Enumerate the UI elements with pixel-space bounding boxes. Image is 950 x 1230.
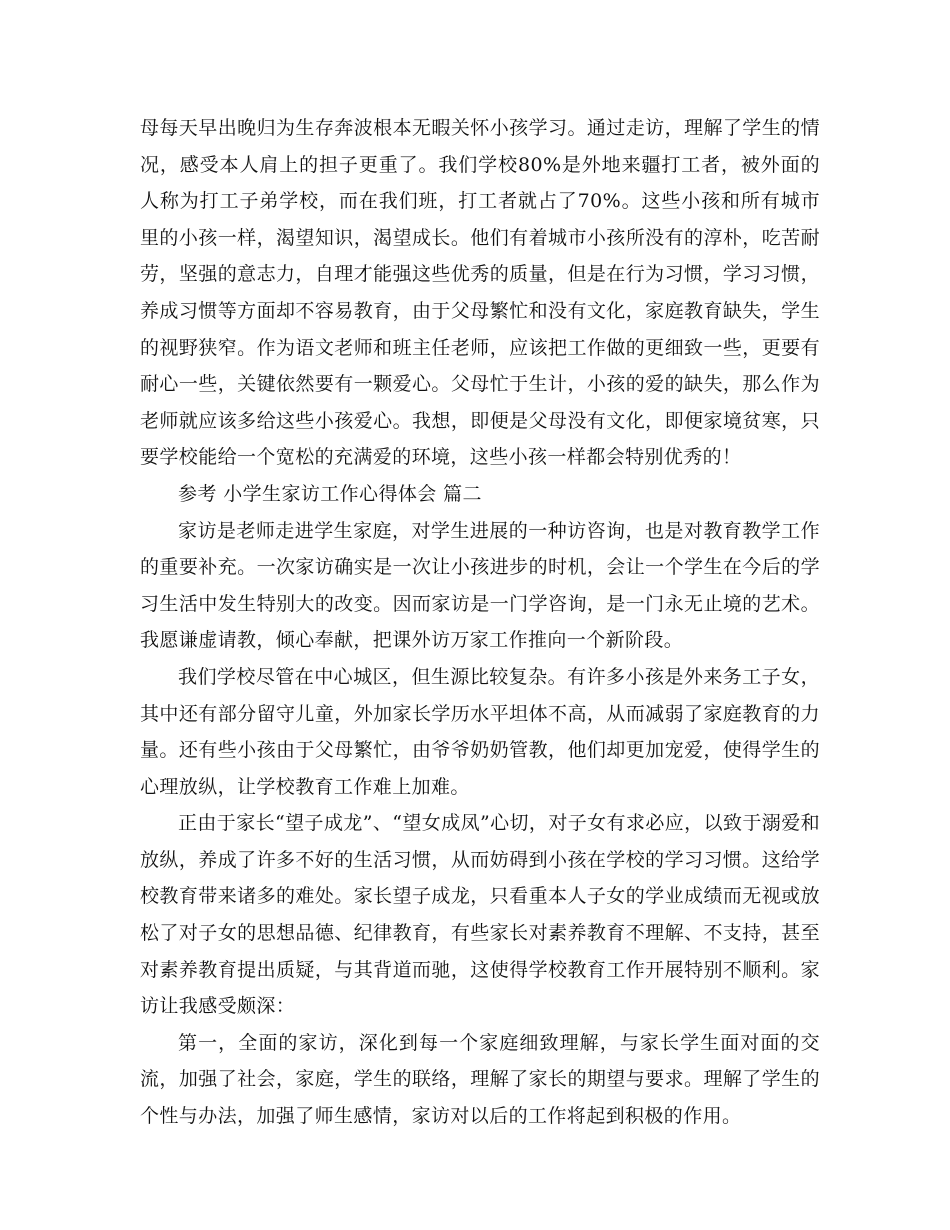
section-heading: 参考 小学生家访工作心得体会 篇二 — [178, 482, 482, 505]
paragraph: 我们学校尽管在中心城区，但生源比较复杂。有许多小孩是外来务工子女，其中还有部分留守儿童，外加家长学历水平坦体不高，从而减弱了家庭教育的力量。还有些小孩由于父母繁忙，由爷爷奶奶管教，他们却更加宠爱，使得学生的心理放纵，让学校教育工作难上加难。 — [140, 665, 820, 798]
paragraph: 家访是老师走进学生家庭，对学生进展的一种访咨询，也是对教育教学工作的重要补充。一次家访确实是一次让小孩进步的时机，会让一个学生在今后的学习生活中发生特别大的改变。因而家访是一门学咨询，是一门永无止境的艺术。我愿谦虚请教，倾心奉献，把课外访万家工作推向一个新阶段。 — [140, 519, 820, 652]
document-body — [140, 110, 820, 1135]
paragraph: 正由于家长“望子成龙”、“望女成凤”心切，对子女有求必应，以致于溺爱和放纵，养成了许多不好的生活习惯，从而妨碍到小孩在学校的学习习惯。这给学校教育带来诸多的难处。家长望子成龙，只看重本人子女的学业成绩而无视或放松了对子女的思想品德、纪律教育，有些家长对素养教育不理解、不支持，甚至对素养教育提出质疑，与其背道而驰，这使得学校教育工作开展特别不顺利。家访让我感受颇深： — [140, 812, 820, 1018]
paragraph-continuation: 母每天早出晚归为生存奔波根本无暇关怀小孩学习。通过走访，理解了学生的情况，感受本人肩上的担子更重了。我们学校80%是外地来疆打工者，被外面的人称为打工子弟学校，而在我们班，打工者就占了70%。这些小孩和所有城市里的小孩一样，渴望知识，渴望成长。他们有着城市小孩所没有的淳朴，吃苦耐劳，坚强的意志力，自理才能强这些优秀的质量，但是在行为习惯，学习习惯，养成习惯等方面却不容易教育，由于父母繁忙和没有文化，家庭教育缺失，学生的视野狭窄。作为语文老师和班主任老师，应该把工作做的更细致一些，更要有耐心一些，关键依然要有一颗爱心。父母忙于生计，小孩的爱的缺失，那么作为老师就应该多给这些小孩爱心。我想，即便是父母没有文化，即便家境贫寒，只要学校能给一个宽松的充满爱的环境，这些小孩一样都会特别优秀的！ — [140, 117, 820, 469]
paragraph: 第一，全面的家访，深化到每一个家庭细致理解，与家长学生面对面的交流，加强了社会，家庭，学生的联络，理解了家长的期望与要求。理解了学生的个性与办法，加强了师生感情，家访对以后的工作将起到积极的作用。 — [140, 1031, 820, 1128]
